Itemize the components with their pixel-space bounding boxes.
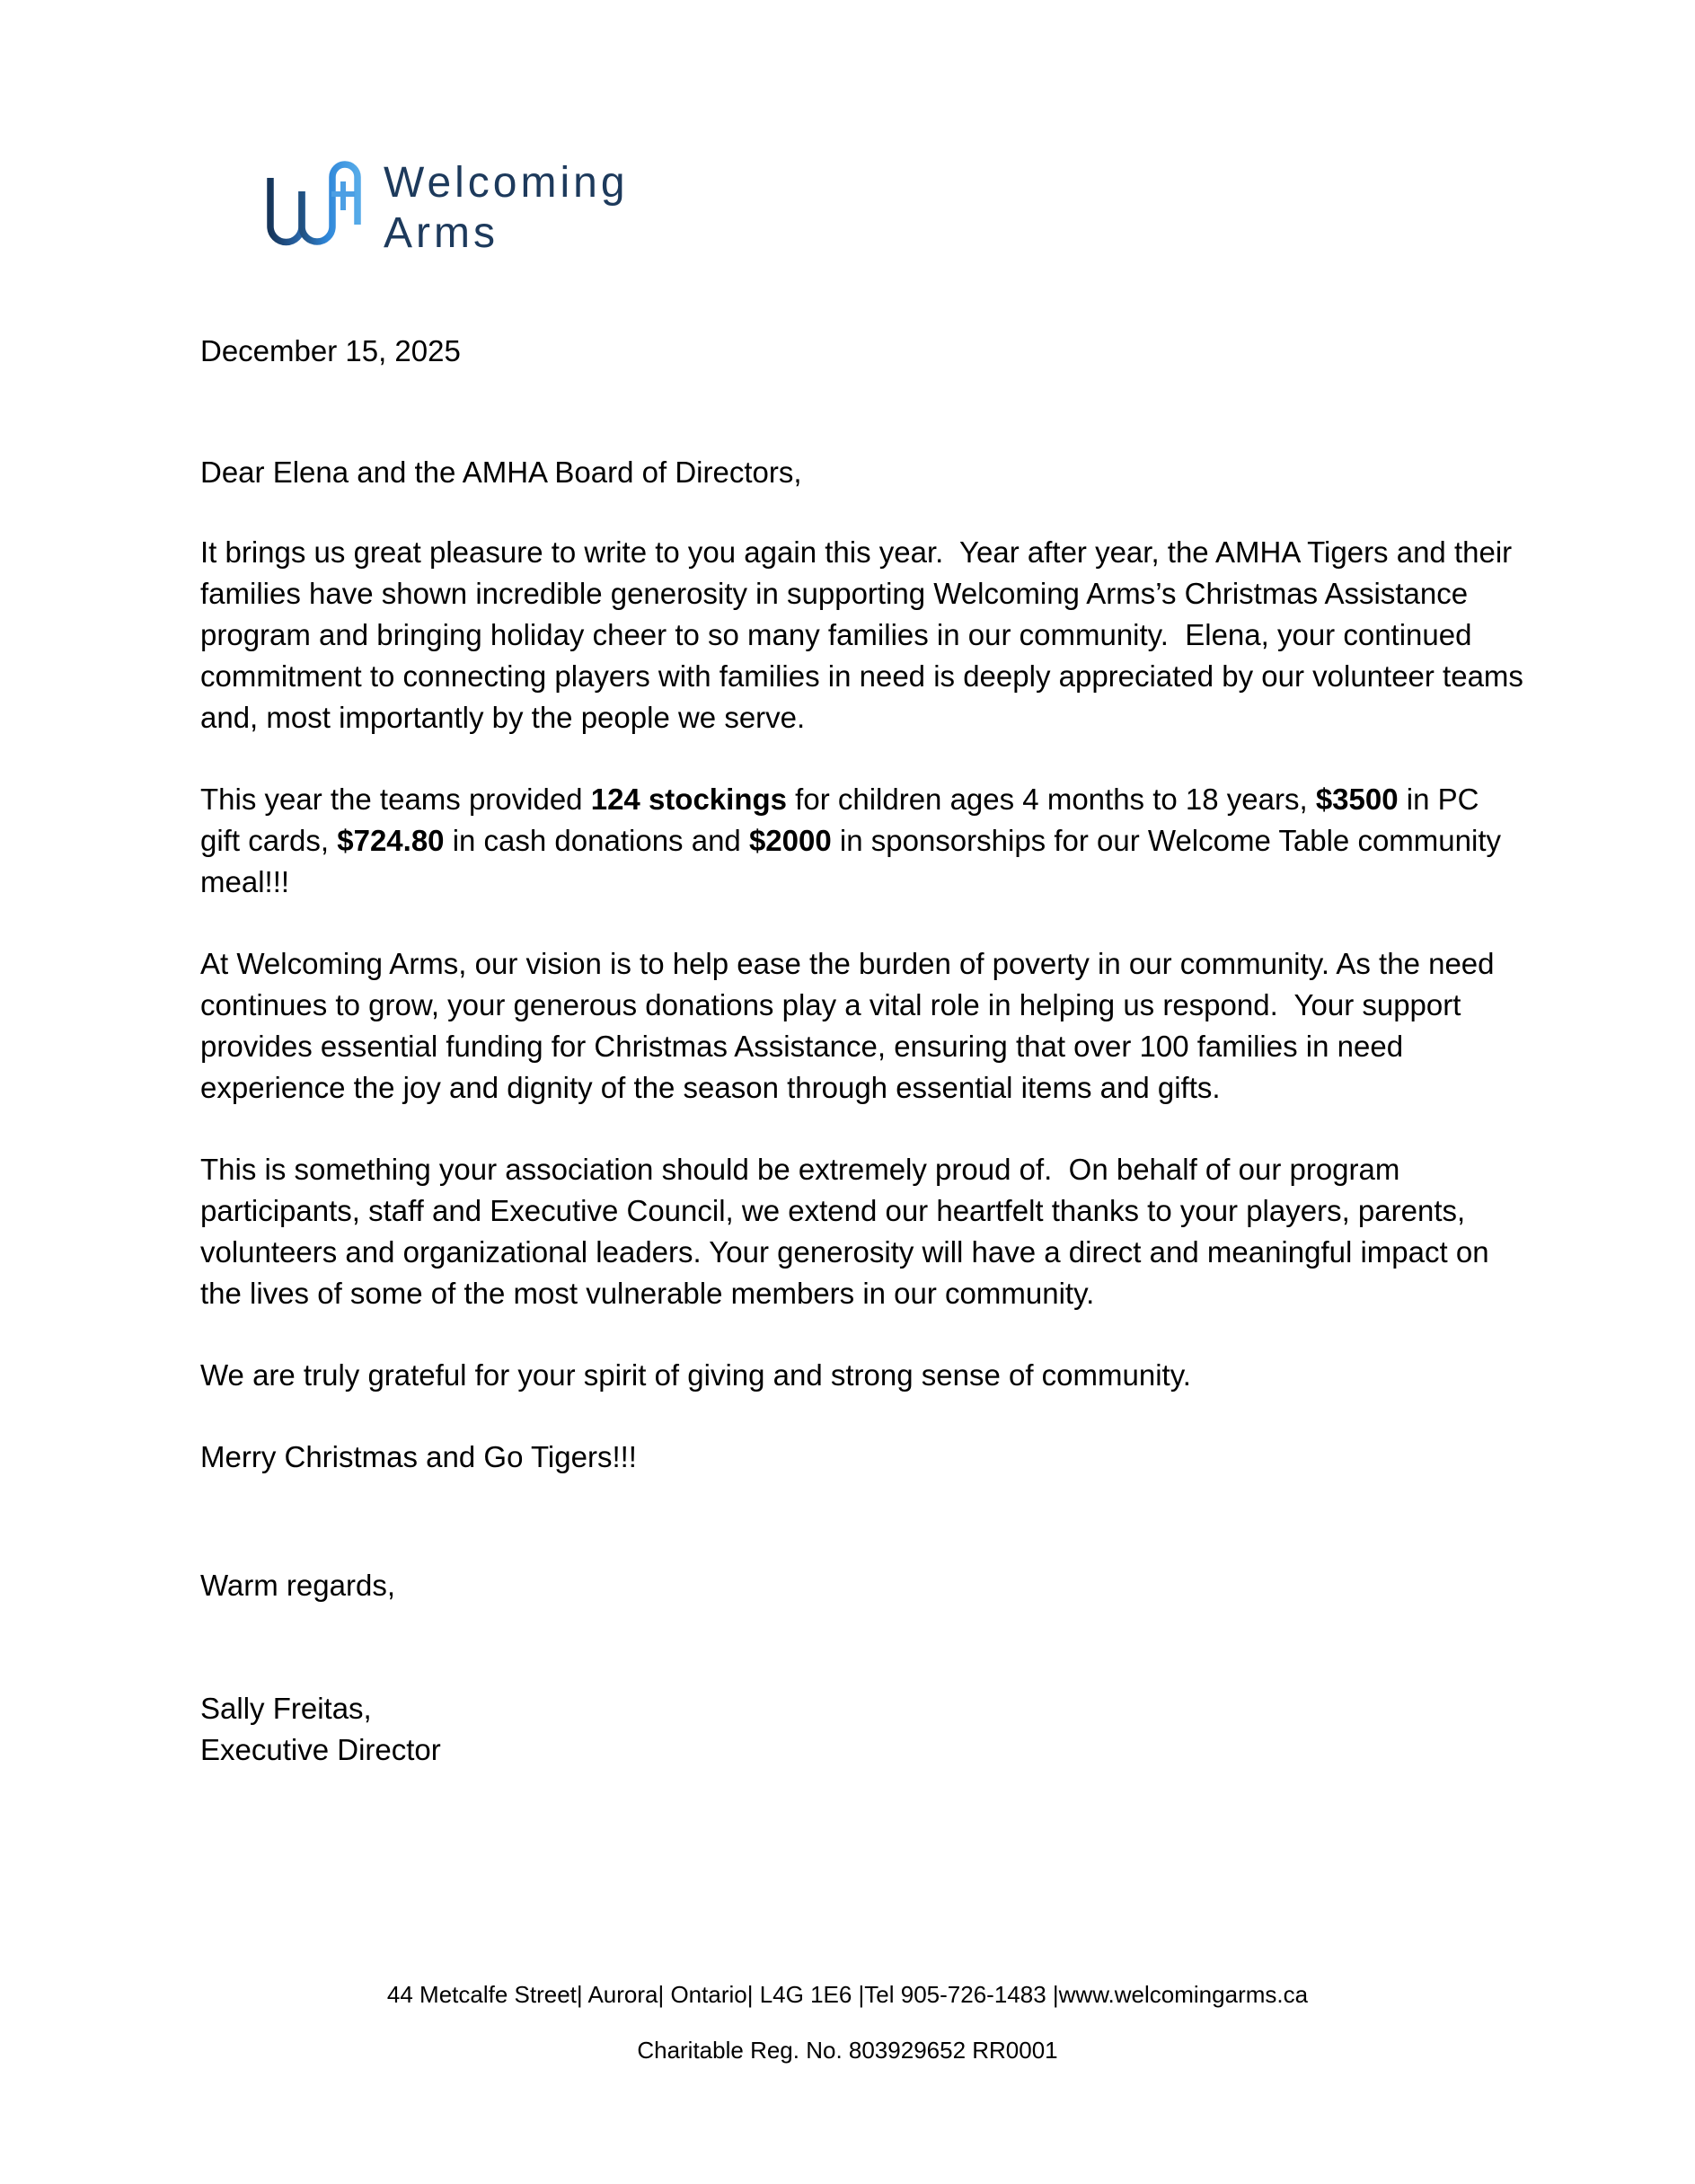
paragraph — [200, 943, 1525, 1109]
text-segment: We are truly grateful for your spirit of giving and strong sense of community. — [200, 1358, 1191, 1392]
letter-date: December 15, 2025 — [200, 334, 461, 367]
logo-wordmark — [384, 158, 629, 259]
text-segment: This year the teams provided — [200, 783, 591, 816]
letter-closing: Warm regards, — [200, 1569, 395, 1602]
letter-footer — [0, 1980, 1695, 2065]
signature-block — [200, 1688, 1525, 1771]
letter-salutation: Dear Elena and the AMHA Board of Directors, — [200, 455, 802, 489]
letter-body — [200, 532, 1532, 1478]
text-segment: for children ages 4 months to 18 years, — [787, 783, 1316, 816]
paragraph — [200, 1437, 1525, 1478]
paragraph — [200, 1149, 1525, 1314]
signature-title: Executive Director — [200, 1733, 441, 1766]
welcoming-arms-monogram-icon — [256, 157, 377, 265]
text-segment: This is something your association should be extremely proud of. On behalf of our program participants, staff and Executive Council, we extend our heartfelt thanks to your players, parents, volunteers and organizational leaders. Your generosity will have a direct and meaningful impact on the lives of some of the most vulnerable members in our community. — [200, 1153, 1497, 1310]
footer-address: 44 Metcalfe Street| Aurora| Ontario| L4G 1E6 |Tel 905-726-1483 |www.welcomingarms.ca — [386, 1981, 1309, 2008]
paragraph — [200, 532, 1532, 738]
text-segment: Merry Christmas and Go Tigers!!! — [200, 1440, 637, 1473]
text-segment: in PC gift cards, — [200, 783, 1488, 857]
signature-name: Sally Freitas, — [200, 1692, 372, 1725]
bold-text: 124 stockings — [590, 783, 787, 816]
bold-text: $3500 — [1315, 783, 1399, 816]
paragraph — [200, 779, 1525, 903]
logo-wordmark-line2: Arms — [384, 209, 499, 257]
text-segment: in cash donations and — [444, 824, 749, 857]
bold-text: $724.80 — [337, 824, 445, 857]
text-segment: in sponsorships for our Welcome Table community meal!!! — [200, 824, 1510, 898]
logo-wordmark-line1: Welcoming — [384, 159, 629, 207]
paragraph — [200, 1355, 1525, 1396]
bold-text: $2000 — [748, 824, 832, 857]
footer-charitable-reg: Charitable Reg. No. 803929652 RR0001 — [637, 2037, 1058, 2064]
text-segment: It brings us great pleasure to write to you again this year. Year after year, the AMHA Tigers and their families have shown incredible generosity in supporting Welcoming Arms’s Christmas Assistance program and bringing holiday cheer to so many families in our community. Elena, your continued commitment to connecting players with families in need is deeply appreciated by our volunteer teams and, most importantly by the people we serve. — [200, 535, 1532, 734]
letter-content — [200, 331, 1532, 1771]
text-segment: At Welcoming Arms, our vision is to help ease the burden of poverty in our community. As the need continues to grow, your generous donations play a vital role in helping us respond. Your support provides essential funding for Christmas Assistance, ensuring that over 100 families in need experience the joy and dignity of the season through essential items and gifts. — [200, 947, 1503, 1104]
